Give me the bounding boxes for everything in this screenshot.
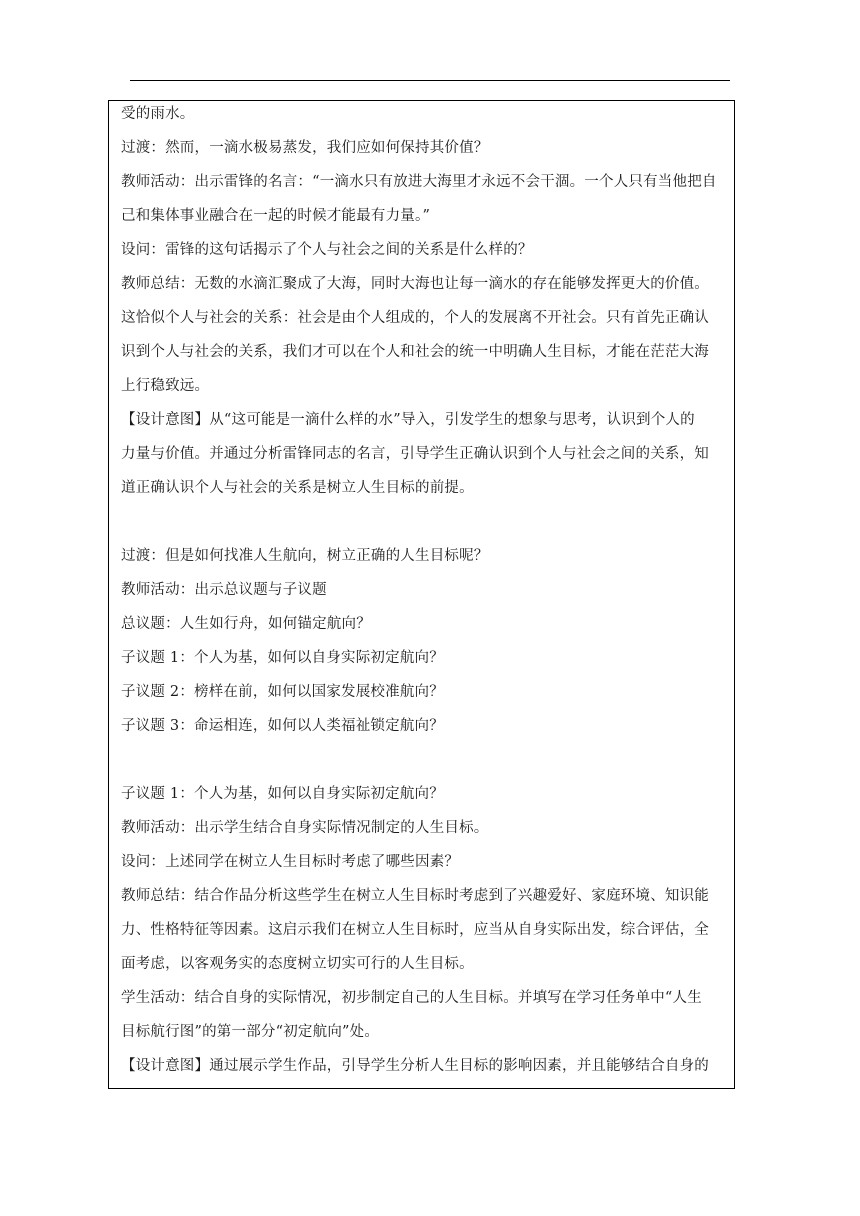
subtopic-line: 子议题 3：命运相连，如何以人类福祉锁定航向？ — [121, 718, 444, 734]
text-line: 教师总结：无数的水滴汇聚成了大海，同时大海也让每一滴水的存在能够发挥更大的价值。 — [121, 276, 709, 292]
text-line: 力量与价值。并通过分析雷锋同志的名言，引导学生正确认识到个人与社会之间的关系，知 — [121, 446, 709, 462]
text-line: 过渡：但是如何找准人生航向，树立正确的人生目标呢？ — [121, 548, 489, 564]
text-line: 过渡：然而，一滴水极易蒸发，我们应如何保持其价值？ — [121, 140, 489, 156]
spacer — [121, 513, 727, 547]
cell-body — [121, 105, 727, 1091]
subtopic-line: 子议题 2：榜样在前，如何以国家发展校准航向？ — [121, 684, 444, 700]
text-line: 识到个人与社会的关系，我们才可以在个人和社会的统一中明确人生目标，才能在茫茫大海 — [121, 344, 709, 360]
text-line: 力、性格特征等因素。这启示我们在树立人生目标时，应当从自身实际出发，综合评估，全 — [121, 922, 709, 938]
header-rule — [130, 80, 730, 81]
main-topic-line: 总议题：人生如行舟，如何锚定航向？ — [121, 616, 371, 632]
subtopic-heading: 子议题 1：个人为基，如何以自身实际初定航向？ — [121, 786, 444, 802]
text-line: 学生活动：结合自身的实际情况，初步制定自己的人生目标。并填写在学习任务单中“人生 — [121, 990, 702, 1006]
text-line: 上行稳致远。 — [121, 378, 210, 394]
subtopic-line: 子议题 1：个人为基，如何以自身实际初定航向？ — [121, 650, 444, 666]
lesson-plan-table-cell — [108, 100, 735, 1089]
design-intent-line: 【设计意图】通过展示学生作品，引导学生分析人生目标的影响因素，并且能够结合自身的 — [121, 1058, 709, 1074]
text-line: 面考虑，以客观务实的态度树立切实可行的人生目标。 — [121, 956, 474, 972]
design-intent-line: 【设计意图】从“这可能是一滴什么样的水”导入，引发学生的想象与思考，认识到个人的 — [121, 412, 695, 428]
text-line: 教师活动：出示总议题与子议题 — [121, 582, 327, 598]
text-line: 这恰似个人与社会的关系：社会是由个人组成的，个人的发展离不开社会。只有首先正确认 — [121, 310, 709, 326]
text-line: 己和集体事业融合在一起的时候才能最有力量。” — [121, 208, 431, 224]
text-line: 设问：雷锋的这句话揭示了个人与社会之间的关系是什么样的？ — [121, 242, 533, 258]
text-line: 受的雨水。 — [121, 106, 195, 122]
text-line: 教师活动：出示雷锋的名言：“一滴水只有放进大海里才永远不会干涸。一个人只有当他把自 — [121, 174, 717, 190]
spacer — [121, 751, 727, 785]
text-line: 设问：上述同学在树立人生目标时考虑了哪些因素？ — [121, 854, 460, 870]
text-line: 目标航行图”的第一部分“初定航向”处。 — [121, 1024, 380, 1040]
text-line: 道正确认识个人与社会的关系是树立人生目标的前提。 — [121, 480, 474, 496]
text-line: 教师总结：结合作品分析这些学生在树立人生目标时考虑到了兴趣爱好、家庭环境、知识能 — [121, 888, 709, 904]
text-line: 教师活动：出示学生结合自身实际情况制定的人生目标。 — [121, 820, 489, 836]
